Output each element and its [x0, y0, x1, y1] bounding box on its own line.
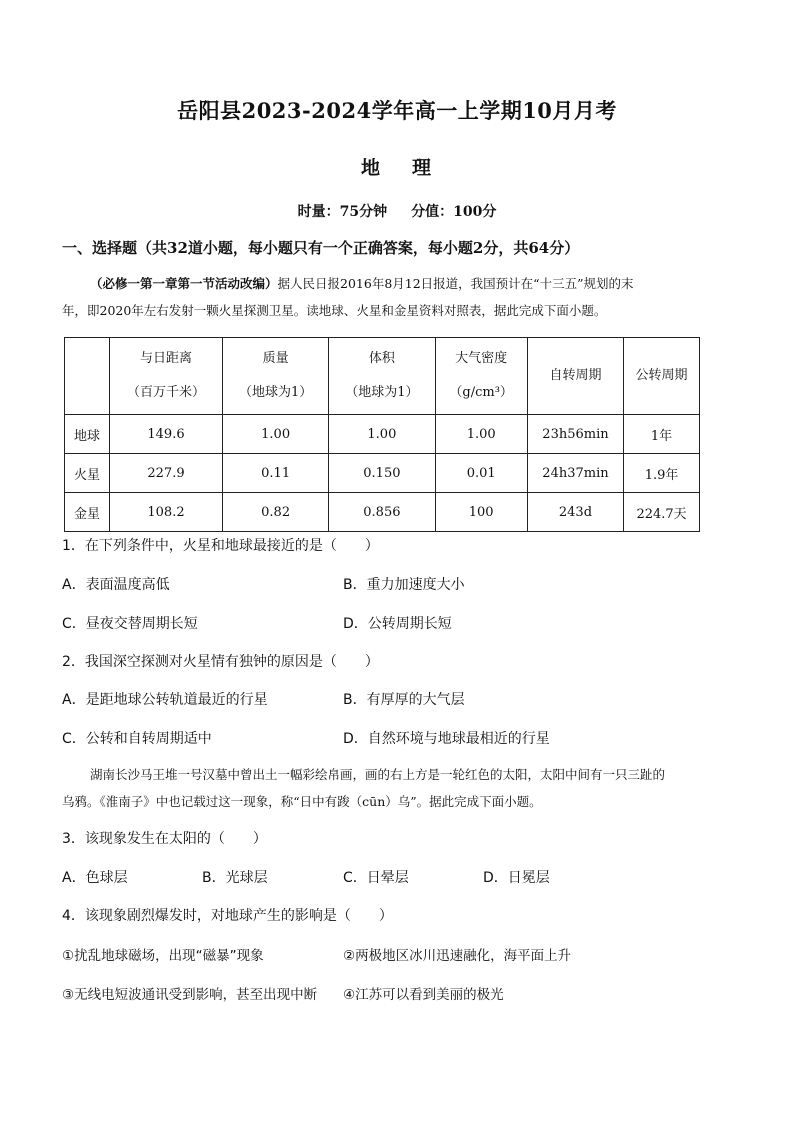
table-cell: 0.11: [223, 454, 329, 493]
table-cell: 0.01: [435, 454, 527, 493]
header-volume: 体积 （地球为1）: [329, 338, 435, 415]
header-revolution-period: 公转周期: [624, 338, 700, 415]
passage-2-line2: 乌鸦。《淮南子》中也记载过这一现象，称“日中有踆（cūn）乌”。据此完成下面小题。: [62, 794, 542, 809]
time-label: 时量：75分钟: [297, 204, 388, 220]
q3-option-c[interactable]: C．日晕层: [343, 870, 409, 886]
q4-statement-4: ④江苏可以看到美丽的极光: [343, 987, 504, 1003]
row-label: 火星: [65, 454, 110, 493]
table-row: [65, 493, 700, 532]
table-cell: 0.150: [329, 454, 435, 493]
question-3-stem: 3．该现象发生在太阳的（ ）: [62, 831, 267, 847]
q3-option-d[interactable]: D．日冕层: [483, 870, 550, 886]
table-cell: 0.82: [223, 493, 329, 532]
passage-1-lead: （必修一第一章第一节活动改编）: [90, 276, 278, 291]
table-cell: 1.9年: [624, 454, 700, 493]
table-cell: 100: [435, 493, 527, 532]
table-cell: 1.00: [329, 415, 435, 454]
table-cell: 24h37min: [527, 454, 623, 493]
table-cell: 1.00: [435, 415, 527, 454]
exam-meta: [0, 201, 794, 221]
subject-char-2: 理: [412, 157, 434, 179]
q2-option-b[interactable]: B．有厚厚的大气层: [343, 692, 465, 708]
passage-1: [62, 270, 734, 324]
q1-option-c[interactable]: C．昼夜交替周期长短: [62, 616, 198, 632]
table-corner-cell: [65, 338, 110, 415]
q1-option-d[interactable]: D．公转周期长短: [343, 616, 452, 632]
q2-option-a[interactable]: A．是距地球公转轨道最近的行星: [62, 692, 268, 708]
header-distance: 与日距离 （百万千米）: [110, 338, 223, 415]
section-heading: 一、选择题（共32道小题，每小题只有一个正确答案，每小题2分，共64分）: [62, 239, 580, 257]
q1-option-a[interactable]: A．表面温度高低: [62, 577, 170, 593]
q2-option-d[interactable]: D．自然环境与地球最相近的行星: [343, 731, 550, 747]
passage-2: [62, 761, 734, 815]
row-label: 金星: [65, 493, 110, 532]
question-2-stem: 2．我国深空探测对火星情有独钟的原因是（ ）: [62, 654, 379, 670]
passage-1-line1: 据人民日报2016年8月12日报道，我国预计在“十三五”规划的末: [277, 276, 634, 291]
q4-statement-2: ②两极地区冰川迅速融化，海平面上升: [343, 948, 572, 964]
table-cell: 108.2: [110, 493, 223, 532]
header-atmosphere-density: 大气密度 （g/cm³）: [435, 338, 527, 415]
table-cell: 227.9: [110, 454, 223, 493]
table-row: [65, 454, 700, 493]
question-1-stem: 1．在下列条件中，火星和地球最接近的是（ ）: [62, 538, 379, 554]
subject-char-1: 地: [360, 157, 382, 179]
subject-title: [0, 153, 794, 180]
q3-option-a[interactable]: A．色球层: [62, 870, 128, 886]
row-label: 地球: [65, 415, 110, 454]
header-mass: 质量 （地球为1）: [223, 338, 329, 415]
passage-1-line2: 年，即2020年左右发射一颗火星探测卫星。读地球、火星和金星资料对照表，据此完成下面小题。: [62, 303, 607, 318]
passage-2-line1: 湖南长沙马王堆一号汉墓中曾出土一幅彩绘帛画，画的右上方是一轮红色的太阳，太阳中间有一只三趾的: [90, 767, 666, 782]
question-4-stem: 4．该现象剧烈爆发时，对地球产生的影响是（ ）: [62, 908, 393, 924]
q3-option-b[interactable]: B．光球层: [202, 870, 268, 886]
table-cell: 23h56min: [527, 415, 623, 454]
table-header-row: [65, 338, 700, 415]
table-cell: 1年: [624, 415, 700, 454]
q2-option-c[interactable]: C．公转和自转周期适中: [62, 731, 212, 747]
score-label: 分值：100分: [411, 204, 497, 220]
table-cell: 224.7天: [624, 493, 700, 532]
exam-title: 岳阳县2023-2024学年高一上学期10月月考: [177, 98, 617, 123]
header-rotation-period: 自转周期: [527, 338, 623, 415]
table-cell: 1.00: [223, 415, 329, 454]
table-row: [65, 415, 700, 454]
q1-option-b[interactable]: B．重力加速度大小: [343, 577, 465, 593]
table-cell: 243d: [527, 493, 623, 532]
planet-data-table: [64, 337, 700, 532]
table-cell: 0.856: [329, 493, 435, 532]
q4-statement-3: ③无线电短波通讯受到影响，甚至出现中断: [62, 987, 318, 1003]
q4-statement-1: ①扰乱地球磁场，出现“磁暴”现象: [62, 948, 264, 964]
table-cell: 149.6: [110, 415, 223, 454]
